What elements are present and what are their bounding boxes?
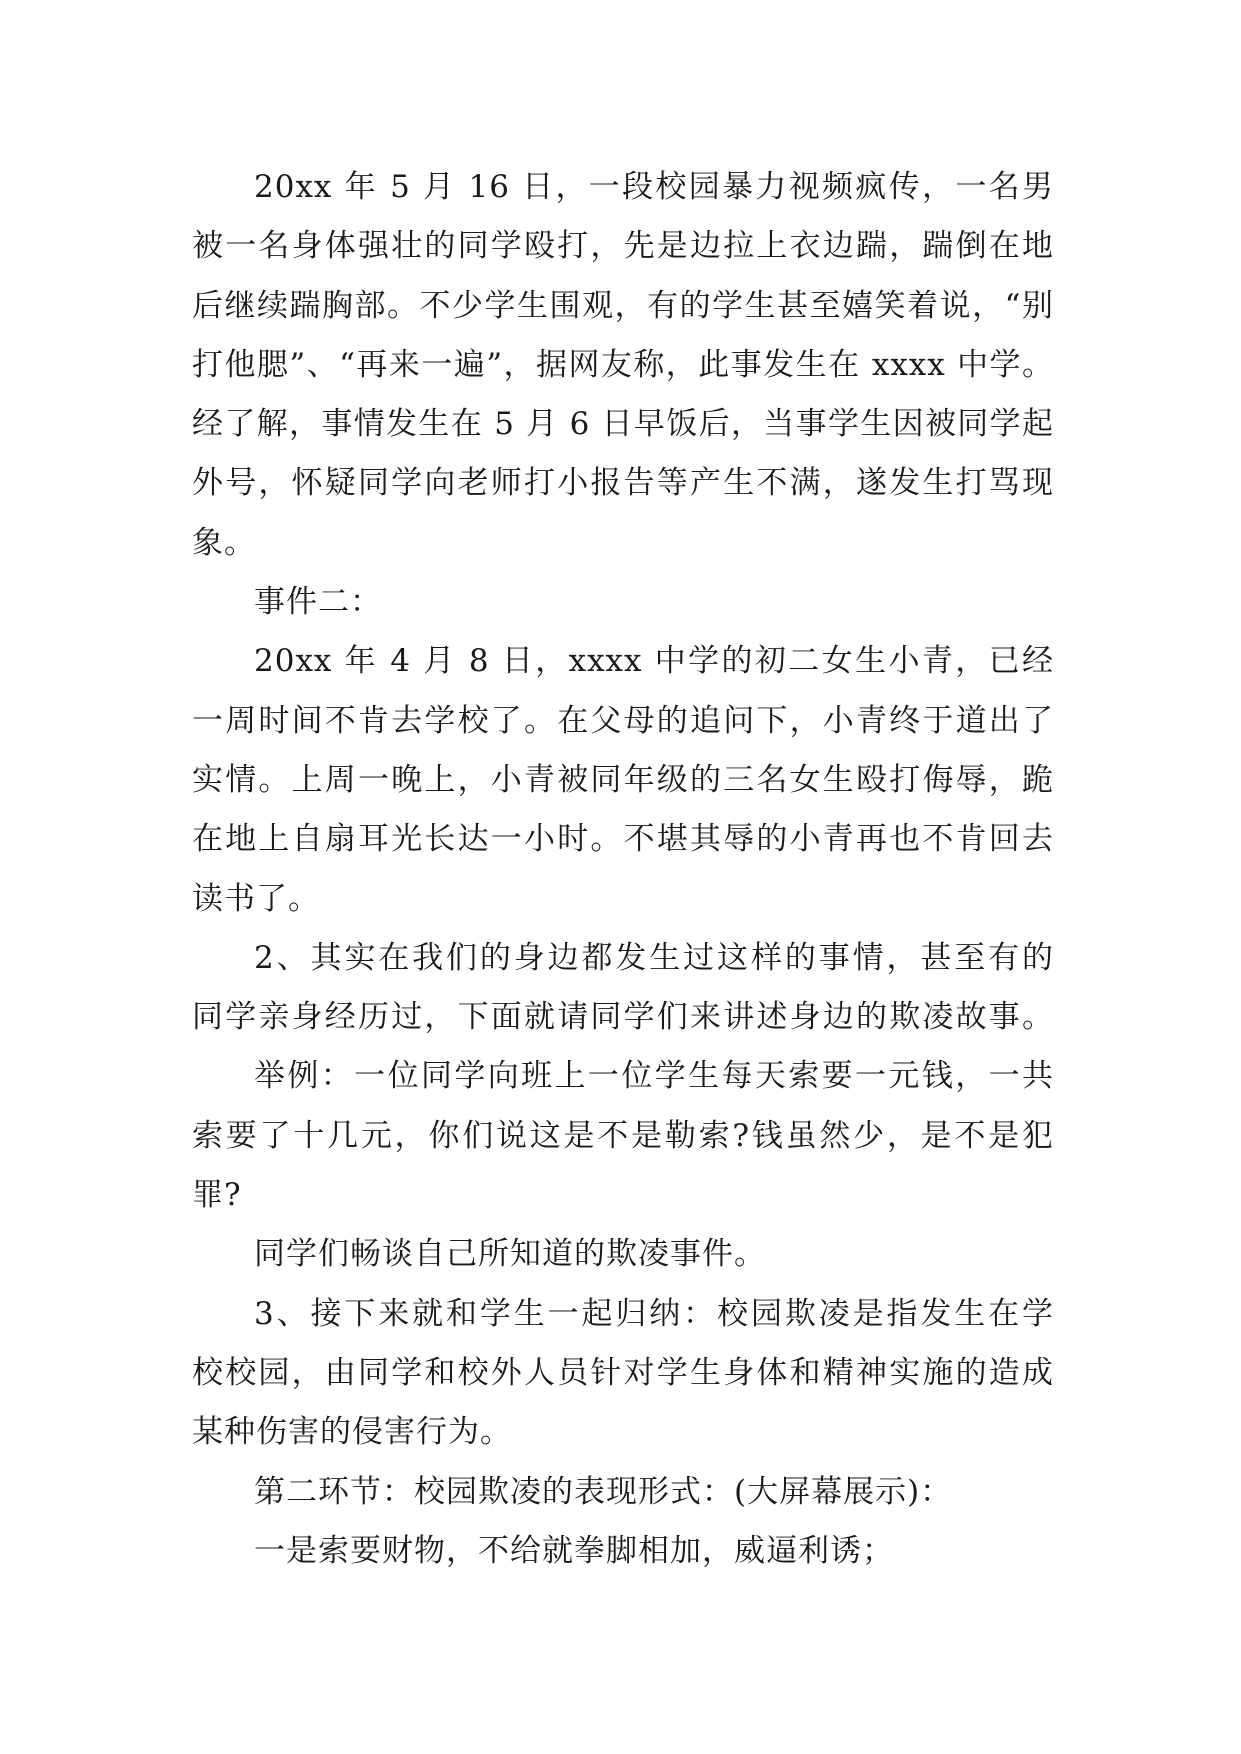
text-line: 同学亲身经历过，下面就请同学们来讲述身边的欺凌故事。: [192, 999, 1054, 1036]
text-line: 一是索要财物，不给就拳脚相加，威逼利诱；: [254, 1532, 894, 1569]
text-line: 校校园，由同学和校外人员针对学生身体和精神实施的造成: [192, 1354, 1054, 1391]
text-line: 实情。上周一晚上，小青被同年级的三名女生殴打侮辱，跪: [192, 761, 1054, 798]
text-line: 在地上自扇耳光长达一小时。不堪其辱的小青再也不肯回去: [192, 821, 1054, 858]
text-line: 20xx 年 5 月 16 日，一段校园暴力视频疯传，一名男: [254, 169, 1054, 205]
text-line: 举例：一位同学向班上一位学生每天索要一元钱，一共: [254, 1058, 1054, 1095]
text-line: 同学们畅谈自己所知道的欺凌事件。: [254, 1236, 766, 1273]
text-line: 打他腮”、“再来一遍”，据网友称，此事发生在 xxxx 中学。: [192, 346, 1054, 383]
text-line: 后继续踹胸部。不少学生围观，有的学生甚至嬉笑着说，“别: [192, 287, 1054, 324]
text-line: 事件二：: [254, 584, 382, 621]
text-line: 象。: [192, 524, 256, 561]
text-line: 20xx 年 4 月 8 日，xxxx 中学的初二女生小青，已经: [254, 643, 1054, 680]
document-body: [192, 158, 1054, 1581]
text-line: 一周时间不肯去学校了。在父母的追问下，小青终于道出了: [192, 702, 1054, 739]
text-line: 2、其实在我们的身边都发生过这样的事情，甚至有的: [254, 939, 1054, 976]
text-line: 3、接下来就和学生一起归纳：校园欺凌是指发生在学: [254, 1295, 1054, 1332]
text-line: 索要了十几元，你们说这是不是勒索?钱虽然少，是不是犯: [192, 1117, 1054, 1154]
text-line: 外号，怀疑同学向老师打小报告等产生不满，遂发生打骂现: [192, 465, 1054, 502]
text-line: 读书了。: [192, 880, 320, 917]
text-line: 被一名身体强壮的同学殴打，先是边拉上衣边踹，踹倒在地: [192, 228, 1054, 265]
text-line: 罪?: [192, 1177, 242, 1214]
text-line: 经了解，事情发生在 5 月 6 日早饭后，当事学生因被同学起: [192, 406, 1054, 443]
text-line: 某种伤害的侵害行为。: [192, 1414, 512, 1451]
text-line: 第二环节：校园欺凌的表现形式：(大屏幕展示)：: [254, 1473, 953, 1510]
